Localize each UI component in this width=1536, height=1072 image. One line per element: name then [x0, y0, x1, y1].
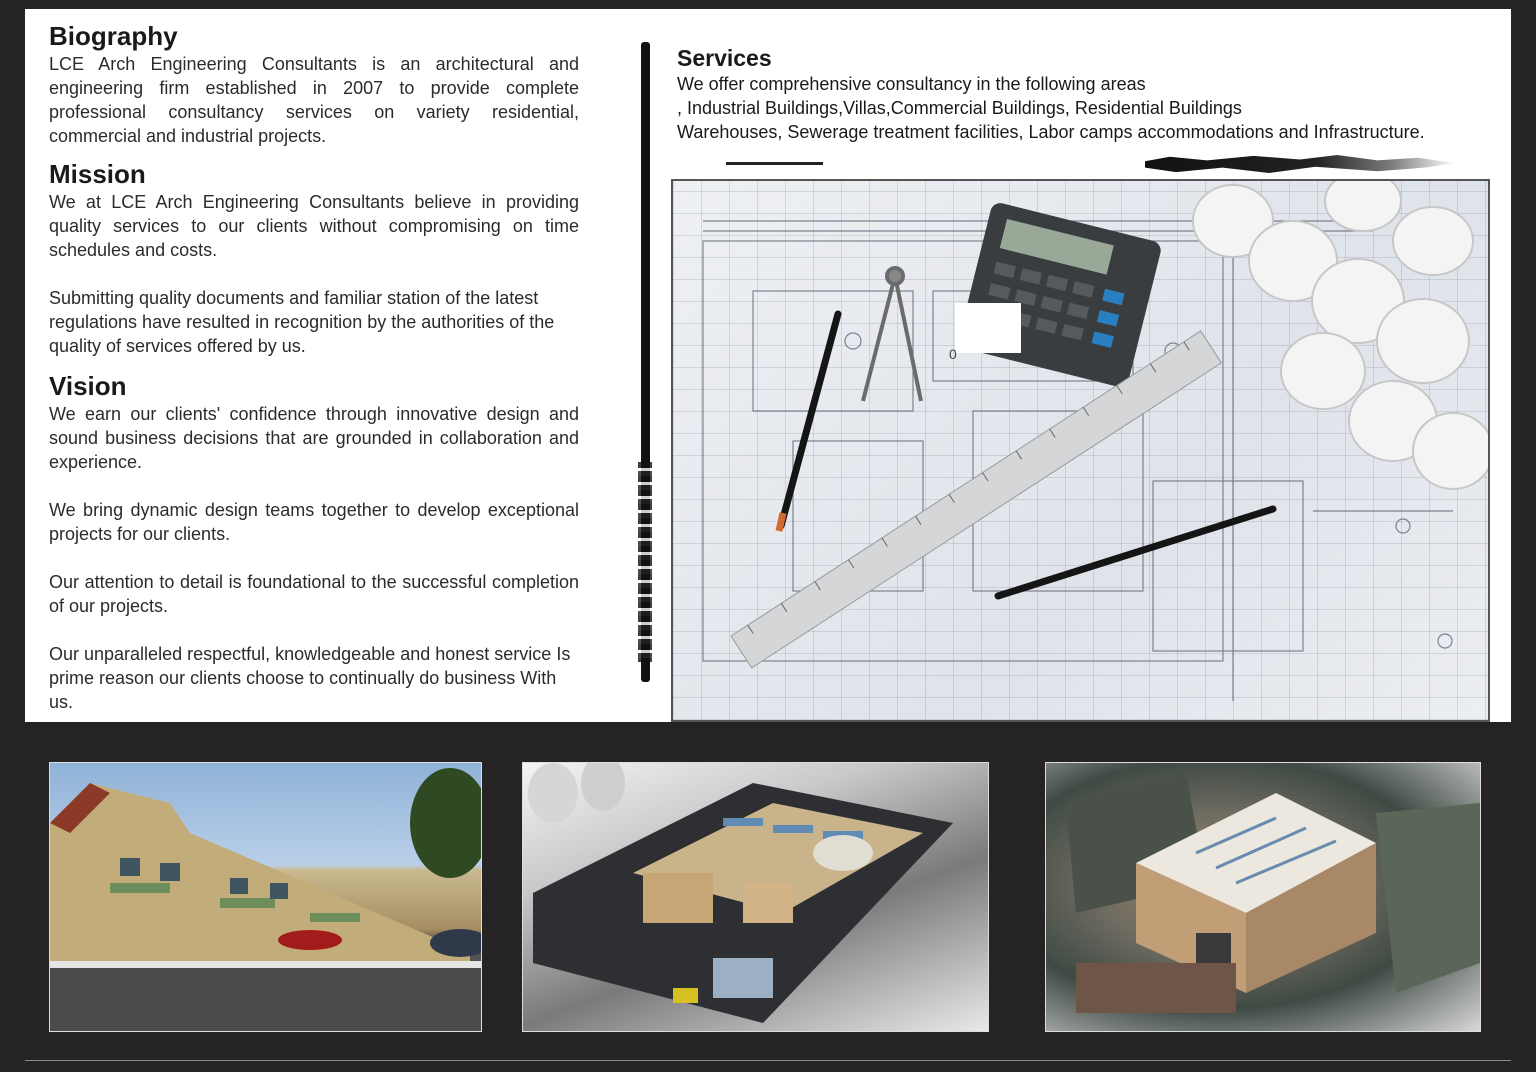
services-heading: Services: [677, 45, 772, 71]
biography-text: LCE Arch Engineering Consultants is an architectural and engineering firm established in 2007 to provide complete professional consultancy services on variety residential, commercial and industrial projects.: [49, 54, 579, 146]
residential-villas-photo: [49, 762, 482, 1032]
vision-paragraph-2: We bring dynamic design teams together to develop exceptional projects for our clients.: [49, 500, 579, 544]
services-line-3: Warehouses, Sewerage treatment facilities, Labor camps accommodations and Infrastructure.: [677, 122, 1425, 142]
blueprint-digit: 0: [949, 346, 957, 362]
vision-heading: Vision: [49, 371, 127, 401]
warehouse-photo: [1045, 762, 1481, 1032]
services-section: [677, 44, 1477, 144]
biography-section: [49, 20, 579, 148]
vertical-brush-divider: [641, 42, 650, 682]
mission-section: [49, 158, 579, 358]
mission-heading: Mission: [49, 159, 146, 189]
biography-heading: Biography: [49, 21, 178, 51]
services-line-2: , Industrial Buildings,Villas,Commercial Buildings, Residential Buildings: [677, 98, 1242, 118]
industrial-facility-photo: [522, 762, 989, 1032]
vision-paragraph-3: Our attention to detail is foundational to the successful completion of our projects.: [49, 572, 579, 616]
blueprint-photo: [671, 179, 1490, 722]
vision-section: [49, 370, 579, 714]
blueprint-illustration: [673, 181, 1488, 720]
mission-paragraph-1: We at LCE Arch Engineering Consultants believe in providing quality services to our clients without compromising on time schedules and costs.: [49, 192, 579, 260]
vision-paragraph-1: We earn our clients' confidence through innovative design and sound business decisions that are grounded in collaboration and experience.: [49, 404, 579, 472]
vision-paragraph-4: Our unparalleled respectful, knowledgeable and honest service Is prime reason our clients choose to continually do business With us.: [49, 644, 571, 712]
mission-paragraph-2: Submitting quality documents and familiar station of the latest regulations have resulted in recognition by the authorities of the quality of services offered by us.: [49, 288, 555, 356]
blank-label-patch: [955, 303, 1021, 353]
services-line-1: We offer comprehensive consultancy in the following areas: [677, 74, 1146, 94]
services-underline: [726, 162, 823, 165]
